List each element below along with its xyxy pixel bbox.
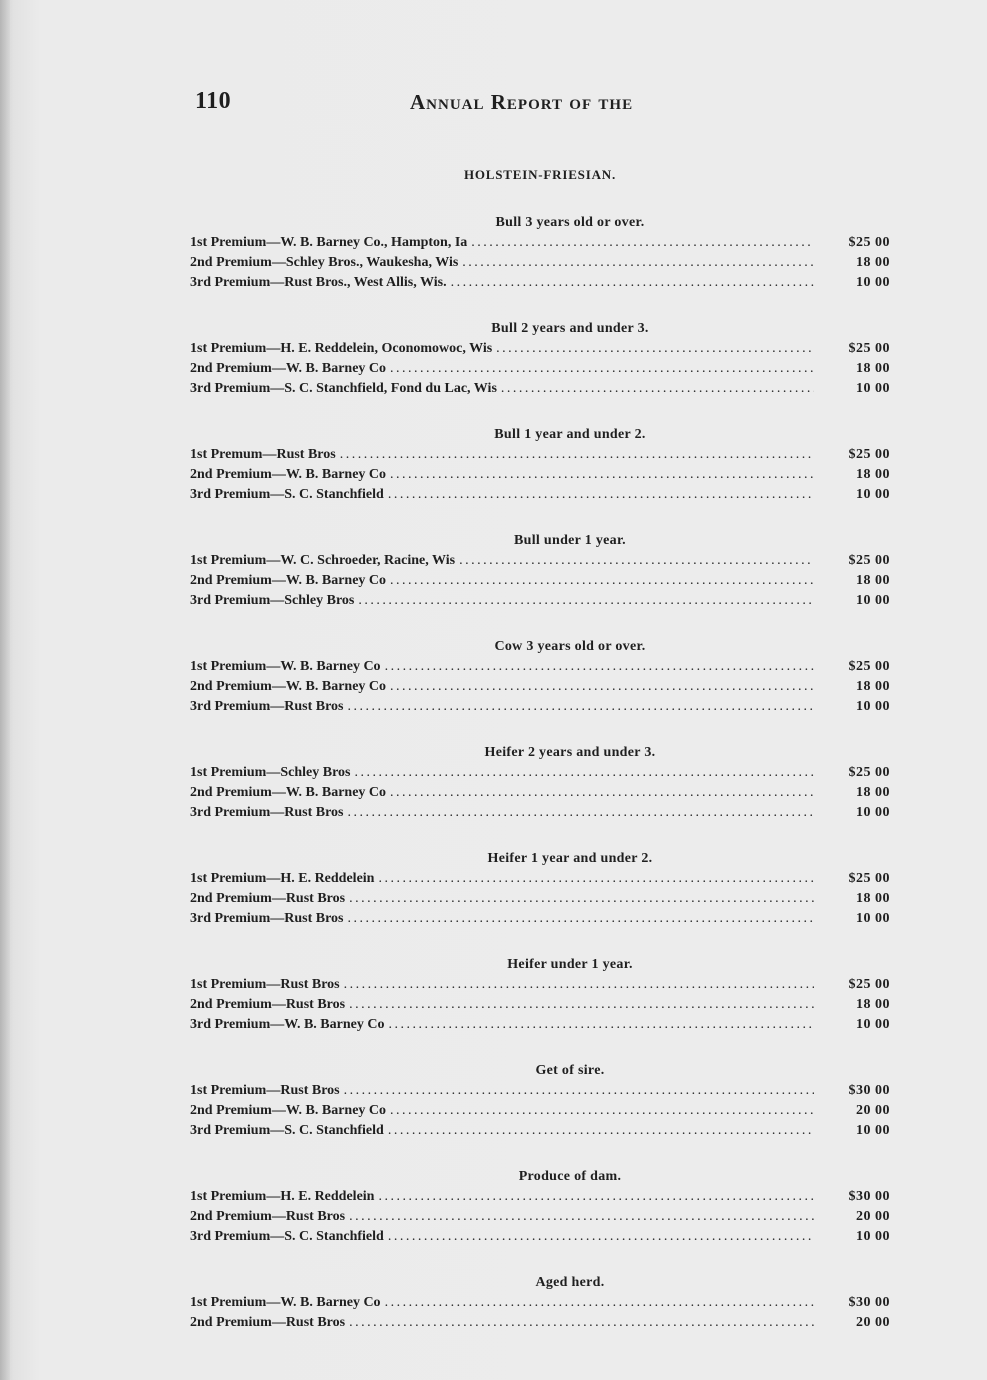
em-dash-separator: —	[271, 785, 286, 800]
dot-leader	[496, 339, 814, 359]
em-dash-separator: —	[270, 805, 285, 820]
premium-entry	[190, 359, 890, 379]
em-dash-separator: —	[270, 381, 285, 396]
winner-name: S. C. Stanchfield	[284, 1123, 384, 1138]
dot-leader	[358, 591, 814, 611]
dot-leader	[348, 697, 815, 717]
dot-leader	[344, 975, 814, 995]
dot-leader	[390, 571, 814, 591]
premium-amount: 18 00	[856, 573, 890, 588]
premium-rank: 2nd Premium	[190, 997, 272, 1012]
winner-name: H. E. Reddelein, Oconomowoc, Wis	[280, 341, 493, 356]
premium-rank: 1st Premium	[190, 659, 267, 674]
premium-rank: 2nd Premium	[190, 891, 272, 906]
premium-rank: 2nd Premium	[190, 1103, 272, 1118]
em-dash-separator: —	[270, 487, 285, 502]
premium-rank: 2nd Premium	[190, 1209, 272, 1224]
premium-rank: 2nd Premium	[190, 1315, 272, 1330]
dot-leader	[388, 1015, 814, 1035]
premium-amount: $30 00	[848, 1189, 890, 1204]
dot-leader	[390, 1101, 814, 1121]
premium-rank: 2nd Premium	[190, 255, 272, 270]
dot-leader	[354, 763, 814, 783]
premium-entry	[190, 975, 890, 995]
premium-entry	[190, 803, 890, 823]
premium-entry	[190, 889, 890, 909]
premium-amount: $25 00	[848, 235, 890, 250]
section-title: Produce of dam.	[518, 1169, 622, 1184]
premium-rank: 2nd Premium	[190, 573, 272, 588]
winner-name: Schley Bros	[280, 765, 351, 780]
premium-rank: 2nd Premium	[190, 785, 272, 800]
winner-name: H. E. Reddelein	[280, 871, 375, 886]
premium-entry	[190, 1313, 890, 1333]
winner-name: S. C. Stanchfield	[284, 487, 384, 502]
winner-name: Rust Bros	[285, 891, 346, 906]
premium-amount: 10 00	[856, 699, 890, 714]
dot-leader	[385, 1293, 814, 1313]
em-dash-separator: —	[271, 1315, 286, 1330]
premium-amount: $30 00	[848, 1083, 890, 1098]
premium-rank: 2nd Premium	[190, 679, 272, 694]
em-dash-separator: —	[266, 765, 281, 780]
winner-name: Rust Bros	[285, 1209, 346, 1224]
dot-leader	[378, 1187, 814, 1207]
premium-amount: 10 00	[856, 593, 890, 608]
premium-entry	[190, 551, 890, 571]
section-title: Heifer 1 year and under 2.	[487, 851, 653, 866]
premium-amount: 18 00	[856, 785, 890, 800]
section-title: Bull under 1 year.	[514, 533, 626, 548]
running-head: Annual Report of the	[410, 90, 634, 114]
dot-leader	[385, 657, 814, 677]
em-dash-separator: —	[270, 1123, 285, 1138]
winner-name: Rust Bros	[284, 699, 344, 714]
premium-amount: 10 00	[856, 1017, 890, 1032]
em-dash-separator: —	[266, 235, 281, 250]
em-dash-separator: —	[266, 1295, 281, 1310]
dot-leader	[349, 1313, 814, 1333]
premium-entry	[190, 485, 890, 505]
premium-section	[190, 1061, 890, 1141]
em-dash-separator: —	[270, 275, 285, 290]
winner-name: W. B. Barney Co	[284, 1017, 385, 1032]
premium-entry	[190, 909, 890, 929]
em-dash-separator: —	[271, 361, 286, 376]
premium-amount: 10 00	[856, 911, 890, 926]
premium-rank: 1st Premium	[190, 977, 267, 992]
em-dash-separator: —	[266, 553, 281, 568]
dot-leader	[349, 995, 814, 1015]
premium-entry	[190, 273, 890, 293]
premium-amount: 10 00	[856, 275, 890, 290]
premium-entry	[190, 1293, 890, 1313]
winner-name: Rust Bros	[284, 911, 344, 926]
dot-leader	[471, 233, 814, 253]
premium-section	[190, 743, 890, 823]
dot-leader	[348, 909, 815, 929]
dot-leader	[388, 1121, 814, 1141]
winner-name: Schley Bros	[284, 593, 355, 608]
premium-amount: 10 00	[856, 487, 890, 502]
em-dash-separator: —	[271, 255, 286, 270]
dot-leader	[349, 889, 814, 909]
winner-name: S. C. Stanchfield, Fond du Lac, Wis	[284, 381, 497, 396]
dot-leader	[348, 803, 815, 823]
dot-leader	[459, 551, 814, 571]
premium-amount: 10 00	[856, 381, 890, 396]
premium-amount: $25 00	[848, 659, 890, 674]
winner-name: W. B. Barney Co	[285, 573, 387, 588]
premium-entry	[190, 869, 890, 889]
em-dash-separator: —	[271, 679, 286, 694]
dot-leader	[390, 677, 814, 697]
premium-amount: 20 00	[856, 1315, 890, 1330]
premium-amount: 20 00	[856, 1103, 890, 1118]
section-title: Get of sire.	[535, 1063, 605, 1078]
dot-leader	[390, 359, 814, 379]
premium-rank: 3rd Premium	[190, 805, 271, 820]
premium-rank: 1st Premium	[190, 553, 267, 568]
winner-name: W. B. Barney Co	[280, 1295, 381, 1310]
premium-entry	[190, 1081, 890, 1101]
premium-entry	[190, 1101, 890, 1121]
section-title: Bull 3 years old or over.	[495, 215, 645, 230]
section-title: Aged herd.	[535, 1275, 605, 1290]
dot-leader	[390, 465, 814, 485]
em-dash-separator: —	[271, 891, 286, 906]
winner-name: Rust Bros., West Allis, Wis.	[284, 275, 447, 290]
winner-name: W. B. Barney Co	[285, 467, 387, 482]
dot-leader	[349, 1207, 814, 1227]
premium-rank: 3rd Premium	[190, 1017, 271, 1032]
winner-name: W. B. Barney Co., Hampton, Ia	[280, 235, 468, 250]
premium-entry	[190, 995, 890, 1015]
premium-section	[190, 531, 890, 611]
premium-section	[190, 849, 890, 929]
em-dash-separator: —	[270, 1229, 285, 1244]
premium-rank: 3rd Premium	[190, 1229, 271, 1244]
section-title: Heifer under 1 year.	[507, 957, 633, 972]
premium-rank: 1st Premium	[190, 1295, 267, 1310]
premium-amount: 18 00	[856, 361, 890, 376]
premium-amount: 18 00	[856, 255, 890, 270]
premium-amount: $25 00	[848, 553, 890, 568]
winner-name: W. B. Barney Co	[285, 679, 387, 694]
em-dash-separator: —	[262, 447, 277, 462]
section-title: Heifer 2 years and under 3.	[484, 745, 656, 760]
premium-section	[190, 637, 890, 717]
premium-entry	[190, 1227, 890, 1247]
premium-rank: 1st Premium	[190, 235, 267, 250]
em-dash-separator: —	[271, 1209, 286, 1224]
premium-rank: 3rd Premium	[190, 911, 271, 926]
premium-rank: 1st Premum	[190, 447, 263, 462]
premium-rank: 2nd Premium	[190, 467, 272, 482]
dot-leader	[378, 869, 814, 889]
premium-entry	[190, 1121, 890, 1141]
premium-rank: 3rd Premium	[190, 275, 271, 290]
premium-entry	[190, 657, 890, 677]
em-dash-separator: —	[271, 573, 286, 588]
premium-amount: $25 00	[848, 341, 890, 356]
section-title: Cow 3 years old or over.	[494, 639, 646, 654]
premium-section	[190, 213, 890, 293]
premium-section	[190, 1273, 890, 1333]
premium-entry	[190, 1015, 890, 1035]
dot-leader	[388, 1227, 814, 1247]
premium-amount: 10 00	[856, 805, 890, 820]
em-dash-separator: —	[270, 699, 285, 714]
section-title: Bull 1 year and under 2.	[494, 427, 646, 442]
premium-amount: 10 00	[856, 1229, 890, 1244]
premium-amount: 20 00	[856, 1209, 890, 1224]
winner-name: W. B. Barney Co	[280, 659, 381, 674]
winner-name: W. B. Barney Co	[285, 785, 387, 800]
premium-amount: 18 00	[856, 891, 890, 906]
winner-name: Rust Bros	[280, 1083, 340, 1098]
em-dash-separator: —	[266, 1189, 281, 1204]
premium-entry	[190, 379, 890, 399]
premium-entry	[190, 1207, 890, 1227]
premium-rank: 3rd Premium	[190, 487, 271, 502]
winner-name: W. B. Barney Co	[285, 1103, 387, 1118]
premium-rank: 1st Premium	[190, 765, 267, 780]
winner-name: Schley Bros., Waukesha, Wis	[285, 255, 459, 270]
em-dash-separator: —	[271, 467, 286, 482]
em-dash-separator: —	[266, 341, 281, 356]
winner-name: W. B. Barney Co	[285, 361, 387, 376]
dot-leader	[451, 273, 814, 293]
premium-rank: 3rd Premium	[190, 381, 271, 396]
premium-entry	[190, 339, 890, 359]
winner-name: Rust Bros	[285, 1315, 346, 1330]
premium-entry	[190, 783, 890, 803]
page-spine-shadow	[0, 0, 10, 1380]
em-dash-separator: —	[270, 911, 285, 926]
winner-name: Rust Bros	[280, 977, 340, 992]
dot-leader	[462, 253, 814, 273]
premium-entry	[190, 445, 890, 465]
winner-name: S. C. Stanchfield	[284, 1229, 384, 1244]
dot-leader	[390, 783, 814, 803]
breed-title: HOLSTEIN-FRIESIAN.	[463, 167, 617, 182]
premium-amount: $25 00	[848, 977, 890, 992]
page-header	[195, 88, 895, 122]
em-dash-separator: —	[266, 871, 281, 886]
winner-name: Rust Bros	[276, 447, 336, 462]
dot-leader	[344, 1081, 814, 1101]
premium-amount: $30 00	[848, 1295, 890, 1310]
em-dash-separator: —	[270, 1017, 285, 1032]
premium-entry	[190, 571, 890, 591]
page-number: 110	[195, 88, 232, 114]
premium-amount: 10 00	[856, 1123, 890, 1138]
dot-leader	[340, 445, 814, 465]
premium-section	[190, 1167, 890, 1247]
premium-section	[190, 425, 890, 505]
premium-entry	[190, 591, 890, 611]
premium-list	[190, 213, 890, 1359]
em-dash-separator: —	[266, 1083, 281, 1098]
premium-entry	[190, 233, 890, 253]
premium-amount: 18 00	[856, 997, 890, 1012]
premium-section	[190, 319, 890, 399]
premium-rank: 1st Premium	[190, 1083, 267, 1098]
premium-amount: $25 00	[848, 447, 890, 462]
premium-entry	[190, 697, 890, 717]
em-dash-separator: —	[270, 593, 285, 608]
winner-name: H. E. Reddelein	[280, 1189, 375, 1204]
premium-rank: 3rd Premium	[190, 593, 271, 608]
premium-amount: 18 00	[856, 679, 890, 694]
premium-rank: 1st Premium	[190, 341, 267, 356]
winner-name: Rust Bros	[284, 805, 344, 820]
winner-name: W. C. Schroeder, Racine, Wis	[280, 553, 456, 568]
em-dash-separator: —	[266, 659, 281, 674]
dot-leader	[501, 379, 814, 399]
premium-rank: 3rd Premium	[190, 1123, 271, 1138]
premium-entry	[190, 1187, 890, 1207]
em-dash-separator: —	[271, 997, 286, 1012]
section-title: Bull 2 years and under 3.	[491, 321, 649, 336]
premium-amount: $25 00	[848, 765, 890, 780]
premium-entry	[190, 253, 890, 273]
em-dash-separator: —	[271, 1103, 286, 1118]
dot-leader	[388, 485, 814, 505]
premium-amount: $25 00	[848, 871, 890, 886]
premium-entry	[190, 465, 890, 485]
em-dash-separator: —	[266, 977, 281, 992]
premium-amount: 18 00	[856, 467, 890, 482]
premium-rank: 1st Premium	[190, 1189, 267, 1204]
premium-rank: 1st Premium	[190, 871, 267, 886]
premium-rank: 3rd Premium	[190, 699, 271, 714]
premium-entry	[190, 763, 890, 783]
premium-entry	[190, 677, 890, 697]
premium-section	[190, 955, 890, 1035]
winner-name: Rust Bros	[285, 997, 346, 1012]
premium-rank: 2nd Premium	[190, 361, 272, 376]
